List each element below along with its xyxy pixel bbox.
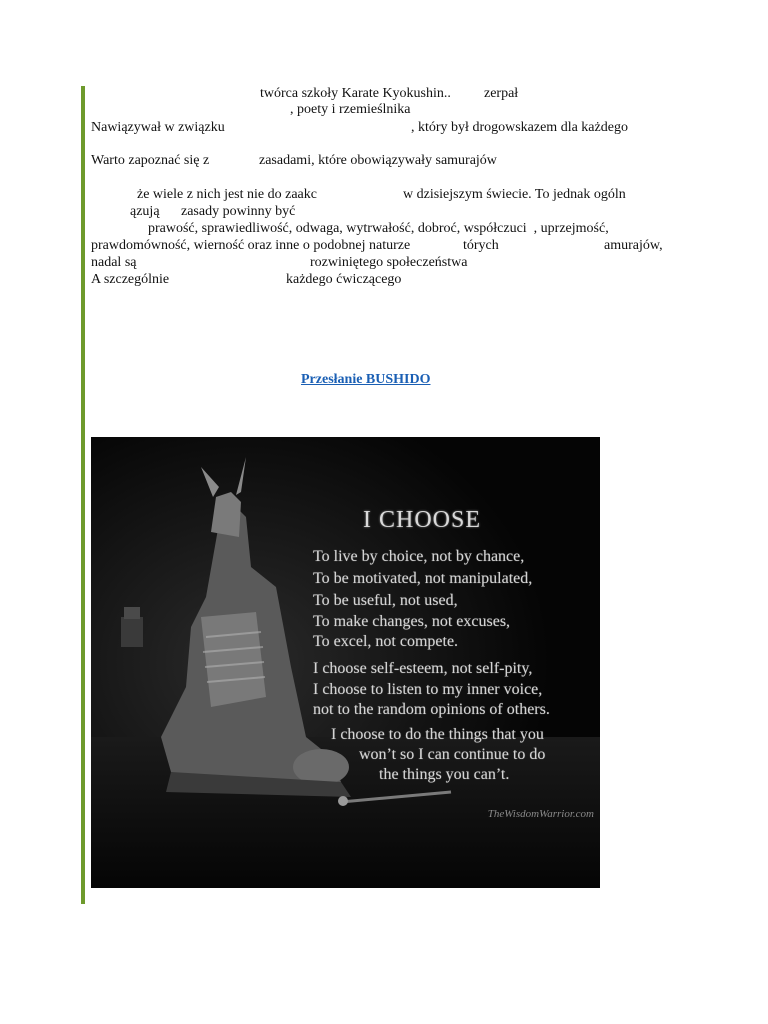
poster-line: not to the random opinions of others. (313, 701, 550, 718)
poster-watermark: TheWisdomWarrior.com (487, 808, 594, 820)
text-fragment: w dzisiejszym świecie. To jednak ogóln (403, 187, 626, 202)
text-fragment: Warto zapoznać się z (91, 153, 210, 168)
bushido-link[interactable]: Przesłanie BUSHIDO (301, 372, 431, 387)
text-fragment: nadal są (91, 255, 137, 270)
text-fragment: tórych (463, 238, 499, 253)
text-fragment: Nawiązywał w związku (91, 120, 225, 135)
text-fragment: twórca szkoły Karate Kyokushin.. (260, 86, 451, 101)
text-fragment: zerpał (484, 86, 519, 101)
poster-line: the things you can’t. (379, 766, 510, 783)
text-fragment: zasadami, które obowiązywały samurajów (259, 153, 497, 168)
i-choose-poster (91, 437, 600, 888)
poster-line: won’t so I can continue to do (359, 746, 546, 763)
poster-line: I choose to listen to my inner voice, (313, 681, 543, 698)
poster-line: To be motivated, not manipulated, (313, 570, 533, 587)
text-fragment: A szczególnie (91, 272, 170, 287)
text-fragment: rozwiniętego społeczeństwa (310, 255, 468, 270)
poster-line: To be useful, not used, (313, 592, 458, 609)
poster-line: To live by choice, not by chance, (313, 548, 525, 565)
text-fragment: zasady powinny być (181, 204, 296, 219)
text-fragment: amurajów, (604, 238, 663, 253)
text-fragment: każdego ćwiczącego (286, 272, 402, 287)
text-fragment: prawość, sprawiedliwość, odwaga, wytrwałość, dobroć, współczuci , uprzejmość, (148, 221, 609, 236)
poster-line: To excel, not compete. (313, 633, 459, 650)
poster-title: I CHOOSE (363, 507, 482, 533)
text-fragment: prawdomówność, wierność oraz inne o podobnej naturze (91, 238, 411, 253)
poster-line: I choose self-esteem, not self-pity, (313, 660, 533, 677)
poster-line: I choose to do the things that you (331, 726, 544, 743)
text-fragment: , który był drogowskazem dla każdego (411, 120, 628, 135)
poster-line: To make changes, not excuses, (313, 613, 511, 630)
text-fragment: , poety i rzemieślnika (290, 102, 411, 117)
text-fragment: że wiele z nich jest nie do zaakc (137, 187, 317, 202)
left-margin-rule (81, 86, 85, 904)
text-fragment: ązują (130, 204, 160, 219)
